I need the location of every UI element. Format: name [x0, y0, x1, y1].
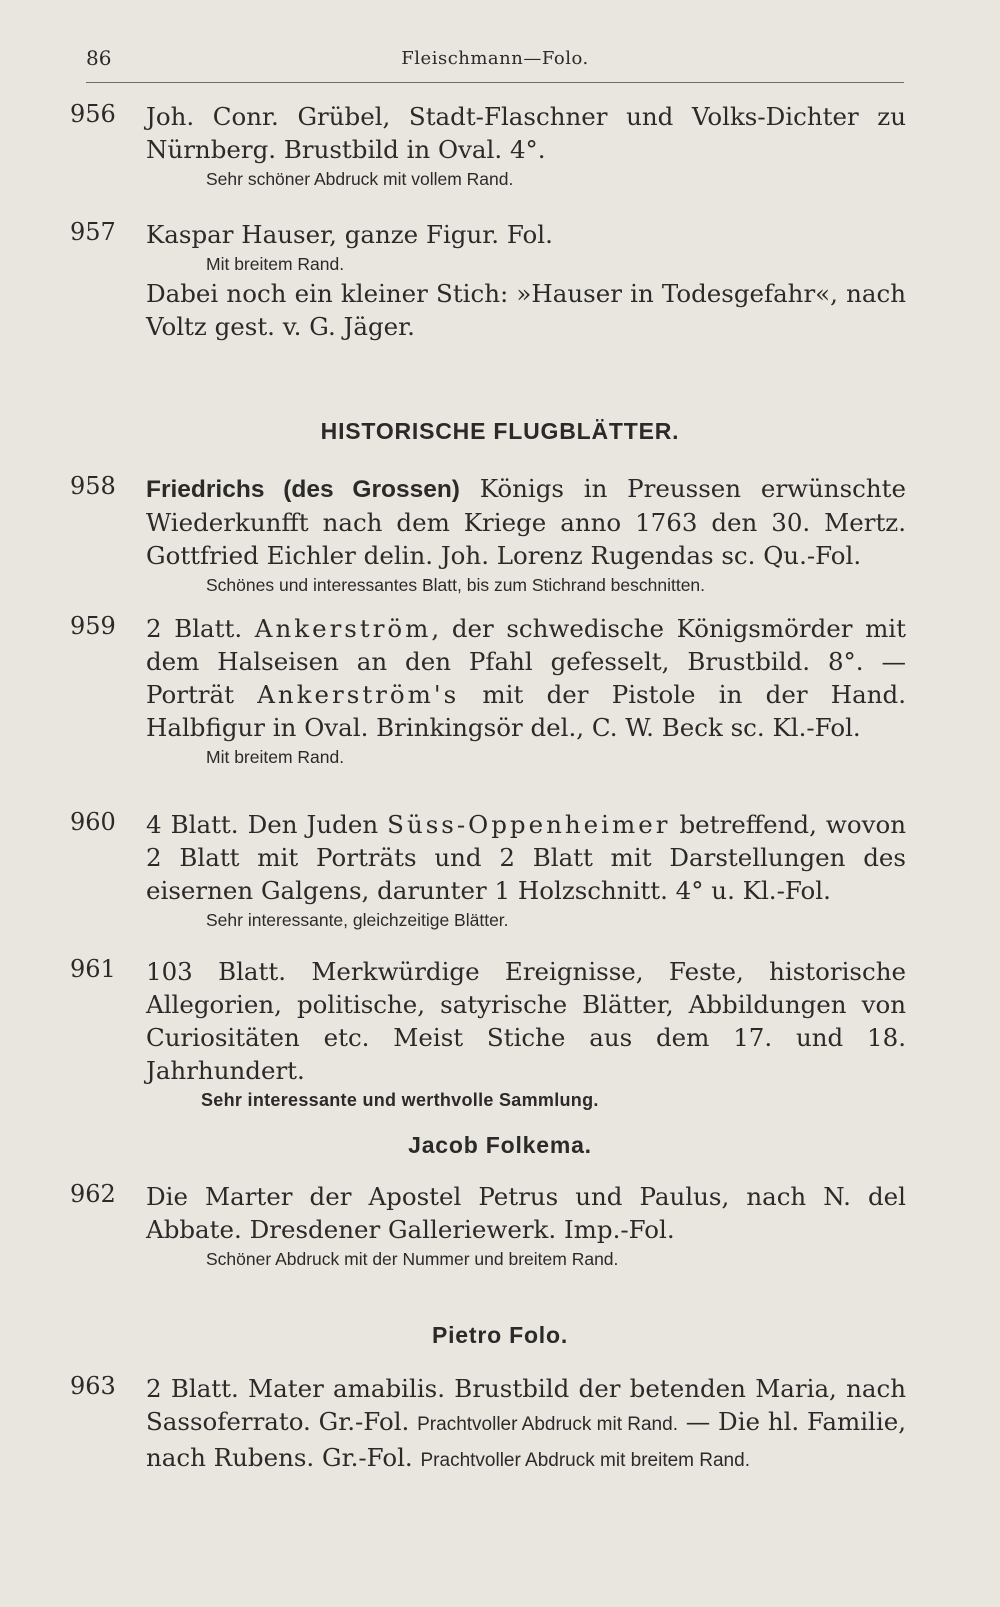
running-head: Fleischmann—Folo. — [401, 48, 589, 69]
entry-note: Schöner Abdruck mit der Nummer und breitem Rand. — [206, 1249, 619, 1269]
entry-text-mid: , der schwedische Königsmörder mit dem Halseisen an den Pfahl gefesselt, Brustbild. 8°. — Porträt — [146, 614, 906, 709]
catalog-entry-958 — [70, 472, 906, 598]
entry-text-post: betreffend, wovon 2 Blatt mit Porträts und 2 Blatt mit Darstellungen des eisernen Galgens, darunter 1 Holzschnitt. 4° u. Kl.-Fol. — [146, 810, 906, 905]
entry-note: Schönes und interessantes Blatt, bis zum Stichrand beschnitten. — [206, 575, 706, 595]
section-heading-jacob-folkema: Jacob Folkema. — [408, 1132, 592, 1158]
entry-text: Königs in Preussen erwünschte Wiederkunfft nach dem Kriege anno 1763 den 30. Mertz. Gottfried Eichler delin. Joh. Lorenz Rugendas sc. Qu.-Fol. — [146, 474, 906, 570]
entry-note: Mit breitem Rand. — [206, 254, 345, 274]
entry-note: Mit breitem Rand. — [206, 747, 345, 767]
entry-number: 957 — [70, 218, 116, 246]
entry-number: 961 — [70, 955, 116, 983]
entry-note: Sehr interessante und werthvolle Sammlung. — [201, 1090, 599, 1110]
entry-note: Sehr schöner Abdruck mit vollem Rand. — [206, 169, 514, 189]
entry-name-spaced: Ankerström's — [257, 680, 460, 709]
entry-text: Kaspar Hauser, ganze Figur. Fol. — [146, 220, 553, 249]
page-header — [86, 42, 904, 83]
entry-note: Sehr interessante, gleichzeitige Blätter. — [206, 910, 509, 930]
entry-text: — Die hl. Familie, nach Rubens. Gr.-Fol. — [146, 1407, 906, 1472]
catalog-entry-960 — [70, 808, 906, 933]
entry-text: 2 Blatt. Mater amabilis. Brustbild der betenden Maria, nach Sassoferrato. Gr.-Fol. — [146, 1374, 906, 1436]
catalog-entry-962 — [70, 1180, 906, 1272]
entry-name-spaced: Ankerström — [254, 614, 432, 643]
entry-number: 962 — [70, 1180, 116, 1208]
entry-title-bold: Friedrichs (des Grossen) — [146, 476, 460, 503]
entry-number: 960 — [70, 808, 116, 836]
catalog-entry-957 — [70, 218, 906, 343]
section-heading-pietro-folo: Pietro Folo. — [431, 1322, 569, 1348]
entry-name-spaced: Süss-Oppenheimer — [387, 810, 671, 839]
entry-text: Joh. Conr. Grübel, Stadt-Flaschner und Volks-Dichter zu Nürnberg. Brustbild in Oval. 4°. — [146, 102, 906, 164]
catalog-entry-956 — [70, 100, 906, 192]
entry-text-pre: 2 Blatt. — [146, 614, 255, 643]
entry-number: 958 — [70, 472, 116, 500]
section-heading-historische-flugblaetter: HISTORISCHE FLUGBLÄTTER. — [320, 418, 680, 444]
entry-number: 963 — [70, 1372, 116, 1400]
page-number: 86 — [86, 46, 112, 70]
entry-supplement: Dabei noch ein kleiner Stich: »Hauser in Todesgefahr«, nach Voltz gest. v. G. Jäger. — [146, 279, 906, 341]
catalog-entry-961 — [70, 955, 906, 1113]
entry-text: Die Marter der Apostel Petrus und Paulus, nach N. del Abbate. Dresdener Galleriewerk. Imp.-Fol. — [146, 1182, 906, 1244]
catalog-entry-963 — [70, 1372, 906, 1477]
entry-text-pre: 4 Blatt. Den Juden — [146, 810, 388, 839]
entry-text-post: mit der Pistole in der Hand. Halbfigur in Oval. Brinkingsör del., C. W. Beck sc. Kl.-Fol. — [146, 680, 906, 742]
entry-inline-note: Prachtvoller Abdruck mit Rand. — [417, 1414, 678, 1435]
catalog-entry-959 — [70, 612, 906, 770]
entry-number: 956 — [70, 100, 116, 128]
entry-text: 103 Blatt. Merkwürdige Ereignisse, Feste, historische Allegorien, politische, satyrische Blätter, Abbildungen von Curiositäten etc. Meist Stiche aus dem 17. und 18. Jahrhundert. — [146, 957, 906, 1085]
entry-number: 959 — [70, 612, 116, 640]
entry-inline-note: Prachtvoller Abdruck mit breitem Rand. — [420, 1450, 750, 1471]
